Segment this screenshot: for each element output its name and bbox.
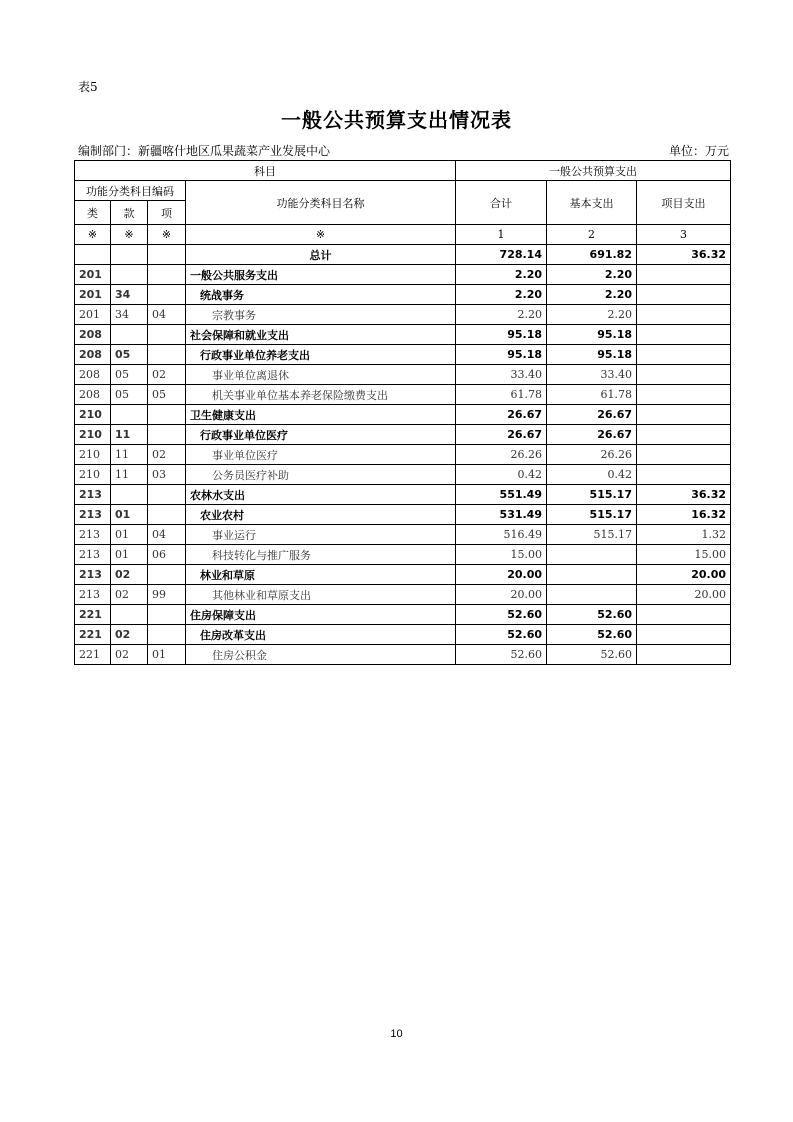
row-name: 住房保障支出: [186, 605, 456, 625]
row-name: 农林水支出: [186, 485, 456, 505]
row-total: 20.00: [456, 565, 547, 585]
row-kuan: 01: [111, 545, 148, 565]
row-kuan: [111, 405, 148, 425]
row-project: 20.00: [637, 565, 731, 585]
row-project: [637, 305, 731, 325]
row-total: 33.40: [456, 365, 547, 385]
col-index-3: 3: [637, 225, 731, 245]
row-total: 52.60: [456, 645, 547, 665]
row-basic: 33.40: [547, 365, 637, 385]
row-kuan: [111, 265, 148, 285]
row-xiang: [148, 325, 186, 345]
row-name: 农业农村: [186, 505, 456, 525]
row-basic: 515.17: [547, 525, 637, 545]
row-kuan: 02: [111, 645, 148, 665]
row-total: 2.20: [456, 305, 547, 325]
row-basic: [547, 545, 637, 565]
row-lei: 213: [75, 545, 111, 565]
row-basic: 515.17: [547, 485, 637, 505]
row-total: 551.49: [456, 485, 547, 505]
row-lei: 221: [75, 645, 111, 665]
row-total: 2.20: [456, 285, 547, 305]
row-name: 行政事业单位养老支出: [186, 345, 456, 365]
row-total: 2.20: [456, 265, 547, 285]
row-project: [637, 425, 731, 445]
row-kuan: 05: [111, 365, 148, 385]
row-total: 0.42: [456, 465, 547, 485]
total-sum: 728.14: [456, 245, 547, 265]
row-xiang: 04: [148, 305, 186, 325]
row-basic: [547, 585, 637, 605]
table-row: [75, 445, 731, 465]
row-xiang: [148, 405, 186, 425]
row-kuan: 01: [111, 525, 148, 545]
row-name: 事业单位离退休: [186, 365, 456, 385]
row-project: [637, 365, 731, 385]
row-lei: 221: [75, 605, 111, 625]
row-total: 52.60: [456, 625, 547, 645]
header-basic: 基本支出: [547, 181, 637, 225]
row-total: 531.49: [456, 505, 547, 525]
table-row: [75, 385, 731, 405]
row-total: 95.18: [456, 345, 547, 365]
row-kuan: [111, 325, 148, 345]
header-budget-group: 一般公共预算支出: [456, 161, 731, 181]
row-kuan: 34: [111, 305, 148, 325]
row-basic: 95.18: [547, 345, 637, 365]
row-lei: 213: [75, 585, 111, 605]
row-xiang: 05: [148, 385, 186, 405]
row-lei: 210: [75, 445, 111, 465]
row-basic: 2.20: [547, 285, 637, 305]
row-total: 26.67: [456, 425, 547, 445]
row-project: [637, 605, 731, 625]
row-lei: 208: [75, 365, 111, 385]
row-basic: [547, 565, 637, 585]
row-project: 16.32: [637, 505, 731, 525]
table-row: [75, 545, 731, 565]
row-name: 科技转化与推广服务: [186, 545, 456, 565]
mark-kuan: ※: [111, 225, 148, 245]
row-project: [637, 385, 731, 405]
row-project: [637, 625, 731, 645]
row-total: 26.67: [456, 405, 547, 425]
row-project: [637, 285, 731, 305]
page-number: 10: [390, 1028, 403, 1040]
row-name: 行政事业单位医疗: [186, 425, 456, 445]
row-lei: 210: [75, 405, 111, 425]
header-subject: 科目: [75, 161, 456, 181]
row-lei: 213: [75, 485, 111, 505]
table-row: [75, 605, 731, 625]
row-name: 宗教事务: [186, 305, 456, 325]
row-kuan: [111, 605, 148, 625]
row-basic: 2.20: [547, 305, 637, 325]
header-project: 项目支出: [637, 181, 731, 225]
row-lei: 201: [75, 285, 111, 305]
row-project: [637, 345, 731, 365]
table-row: [75, 505, 731, 525]
row-name: 公务员医疗补助: [186, 465, 456, 485]
header-xiang: 项: [148, 201, 186, 225]
row-xiang: [148, 485, 186, 505]
row-total: 26.26: [456, 445, 547, 465]
row-kuan: 01: [111, 505, 148, 525]
row-total: 20.00: [456, 585, 547, 605]
row-lei: 213: [75, 525, 111, 545]
header-total: 合计: [456, 181, 547, 225]
header-kuan: 款: [111, 201, 148, 225]
row-kuan: 05: [111, 385, 148, 405]
table-row: [75, 565, 731, 585]
row-basic: 95.18: [547, 325, 637, 345]
table-tag: 表5: [78, 80, 98, 94]
row-basic: 26.26: [547, 445, 637, 465]
row-name: 住房公积金: [186, 645, 456, 665]
row-name: 林业和草原: [186, 565, 456, 585]
row-lei: 213: [75, 565, 111, 585]
unit-label: 单位：万元: [668, 144, 729, 158]
total-row: [75, 245, 731, 265]
row-project: 1.32: [637, 525, 731, 545]
row-xiang: 03: [148, 465, 186, 485]
row-basic: 52.60: [547, 605, 637, 625]
row-lei: 208: [75, 325, 111, 345]
row-xiang: 02: [148, 445, 186, 465]
total-project: 36.32: [637, 245, 731, 265]
row-xiang: [148, 625, 186, 645]
table-row: [75, 425, 731, 445]
row-basic: 52.60: [547, 625, 637, 645]
row-name: 事业单位医疗: [186, 445, 456, 465]
mark-lei: ※: [75, 225, 111, 245]
row-kuan: 02: [111, 625, 148, 645]
row-project: [637, 265, 731, 285]
row-kuan: 02: [111, 585, 148, 605]
row-project: 15.00: [637, 545, 731, 565]
page-title: 一般公共预算支出情况表: [281, 108, 512, 132]
row-kuan: 11: [111, 425, 148, 445]
total-label: 总计: [186, 245, 456, 265]
row-project: [637, 645, 731, 665]
row-total: 61.78: [456, 385, 547, 405]
table-row: [75, 325, 731, 345]
row-project: [637, 405, 731, 425]
table-row: [75, 645, 731, 665]
row-lei: 208: [75, 385, 111, 405]
row-project: [637, 465, 731, 485]
mark-name: ※: [186, 225, 456, 245]
row-lei: 201: [75, 265, 111, 285]
row-xiang: [148, 425, 186, 445]
row-kuan: [111, 485, 148, 505]
row-lei: 208: [75, 345, 111, 365]
col-index-1: 1: [456, 225, 547, 245]
row-xiang: 04: [148, 525, 186, 545]
row-xiang: 01: [148, 645, 186, 665]
row-name: 统战事务: [186, 285, 456, 305]
table-row: [75, 465, 731, 485]
row-xiang: [148, 265, 186, 285]
row-basic: 26.67: [547, 425, 637, 445]
row-xiang: 99: [148, 585, 186, 605]
row-xiang: 06: [148, 545, 186, 565]
table-row: [75, 285, 731, 305]
col-index-2: 2: [547, 225, 637, 245]
row-total: 516.49: [456, 525, 547, 545]
row-lei: 201: [75, 305, 111, 325]
row-kuan: 11: [111, 445, 148, 465]
row-name: 住房改革支出: [186, 625, 456, 645]
row-xiang: [148, 605, 186, 625]
row-name: 卫生健康支出: [186, 405, 456, 425]
row-lei: 213: [75, 505, 111, 525]
table-row: [75, 305, 731, 325]
table-row: [75, 265, 731, 285]
row-kuan: 02: [111, 565, 148, 585]
row-name: 社会保障和就业支出: [186, 325, 456, 345]
row-lei: 210: [75, 465, 111, 485]
row-basic: 61.78: [547, 385, 637, 405]
row-xiang: 02: [148, 365, 186, 385]
row-basic: 52.60: [547, 645, 637, 665]
row-kuan: 05: [111, 345, 148, 365]
row-xiang: [148, 285, 186, 305]
row-total: 95.18: [456, 325, 547, 345]
table-row: [75, 625, 731, 645]
budget-table: [74, 160, 731, 665]
row-total: 15.00: [456, 545, 547, 565]
row-name: 机关事业单位基本养老保险缴费支出: [186, 385, 456, 405]
header-lei: 类: [75, 201, 111, 225]
row-project: 20.00: [637, 585, 731, 605]
row-basic: 2.20: [547, 265, 637, 285]
row-lei: 210: [75, 425, 111, 445]
row-basic: 0.42: [547, 465, 637, 485]
row-project: [637, 445, 731, 465]
total-basic: 691.82: [547, 245, 637, 265]
row-basic: 515.17: [547, 505, 637, 525]
row-total: 52.60: [456, 605, 547, 625]
mark-xiang: ※: [148, 225, 186, 245]
table-row: [75, 525, 731, 545]
table-row: [75, 485, 731, 505]
table-row: [75, 585, 731, 605]
header-code-group: 功能分类科目编码: [75, 181, 186, 201]
row-xiang: [148, 345, 186, 365]
row-name: 一般公共服务支出: [186, 265, 456, 285]
header-name: 功能分类科目名称: [186, 181, 456, 225]
row-name: 事业运行: [186, 525, 456, 545]
table-row: [75, 365, 731, 385]
row-project: [637, 325, 731, 345]
row-basic: 26.67: [547, 405, 637, 425]
table-row: [75, 405, 731, 425]
row-xiang: [148, 565, 186, 585]
row-xiang: [148, 505, 186, 525]
dept-label: 编制部门：新疆喀什地区瓜果蔬菜产业发展中心: [78, 144, 331, 158]
row-lei: 221: [75, 625, 111, 645]
row-name: 其他林业和草原支出: [186, 585, 456, 605]
row-project: 36.32: [637, 485, 731, 505]
table-row: [75, 345, 731, 365]
row-kuan: 34: [111, 285, 148, 305]
row-kuan: 11: [111, 465, 148, 485]
